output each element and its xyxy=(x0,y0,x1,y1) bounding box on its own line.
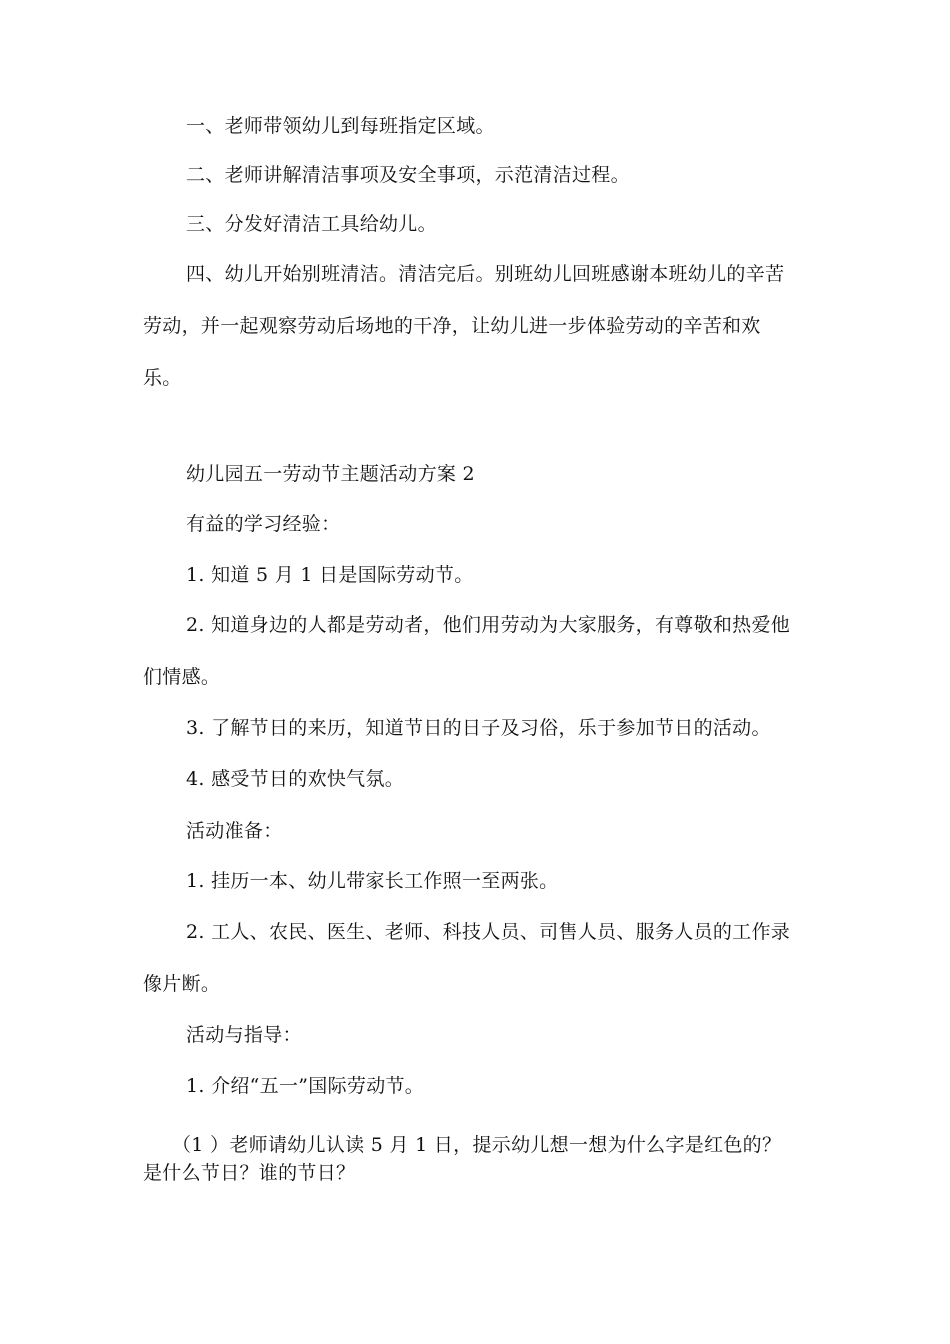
preparation-item-2-line-2: 像片断。 xyxy=(143,973,221,995)
step-4-text-line-1: 四、幼儿开始别班清洁。清洁完后。别班幼儿回班感谢本班幼儿的辛苦 xyxy=(186,263,785,285)
learning-item-3: 3. 了解节日的来历，知道节日的日子及习俗，乐于参加节日的活动。 xyxy=(186,717,771,739)
learning-item-2-line-2: 们情感。 xyxy=(143,666,221,688)
learning-item-1: 1. 知道 5 月 1 日是国际劳动节。 xyxy=(186,564,474,586)
preparation-item-1: 1. 挂历一本、幼儿带家长工作照一至两张。 xyxy=(186,870,559,892)
step-4-text-line-3: 乐。 xyxy=(143,367,182,389)
learning-item-4: 4. 感受节日的欢快气氛。 xyxy=(186,768,405,790)
step-2-text: 二、老师讲解清洁事项及安全事项，示范清洁过程。 xyxy=(186,164,630,186)
guidance-item-1a-line-2: 是什么节日？谁的节日？ xyxy=(143,1162,356,1184)
preparation-heading: 活动准备： xyxy=(186,820,283,842)
learning-item-2-line-1: 2. 知道身边的人都是劳动者，他们用劳动为大家服务，有尊敬和热爱他 xyxy=(186,614,791,636)
section-title: 幼儿园五一劳动节主题活动方案 2 xyxy=(186,463,475,485)
step-3-text: 三、分发好清洁工具给幼儿。 xyxy=(186,213,437,235)
guidance-item-1a-line-1: （1 ）老师请幼儿认读 5 月 1 日，提示幼儿想一想为什么字是红色的？ xyxy=(172,1134,782,1156)
preparation-item-2-line-1: 2. 工人、农民、医生、老师、科技人员、司售人员、服务人员的工作录 xyxy=(186,921,791,943)
guidance-item-1: 1. 介绍“五一”国际劳动节。 xyxy=(186,1075,425,1097)
step-4-text-line-2: 劳动，并一起观察劳动后场地的干净，让幼儿进一步体验劳动的辛苦和欢 xyxy=(143,315,761,337)
guidance-heading: 活动与指导： xyxy=(186,1024,302,1046)
learning-heading: 有益的学习经验： xyxy=(186,513,341,535)
step-1-text: 一、老师带领幼儿到每班指定区域。 xyxy=(186,115,495,137)
